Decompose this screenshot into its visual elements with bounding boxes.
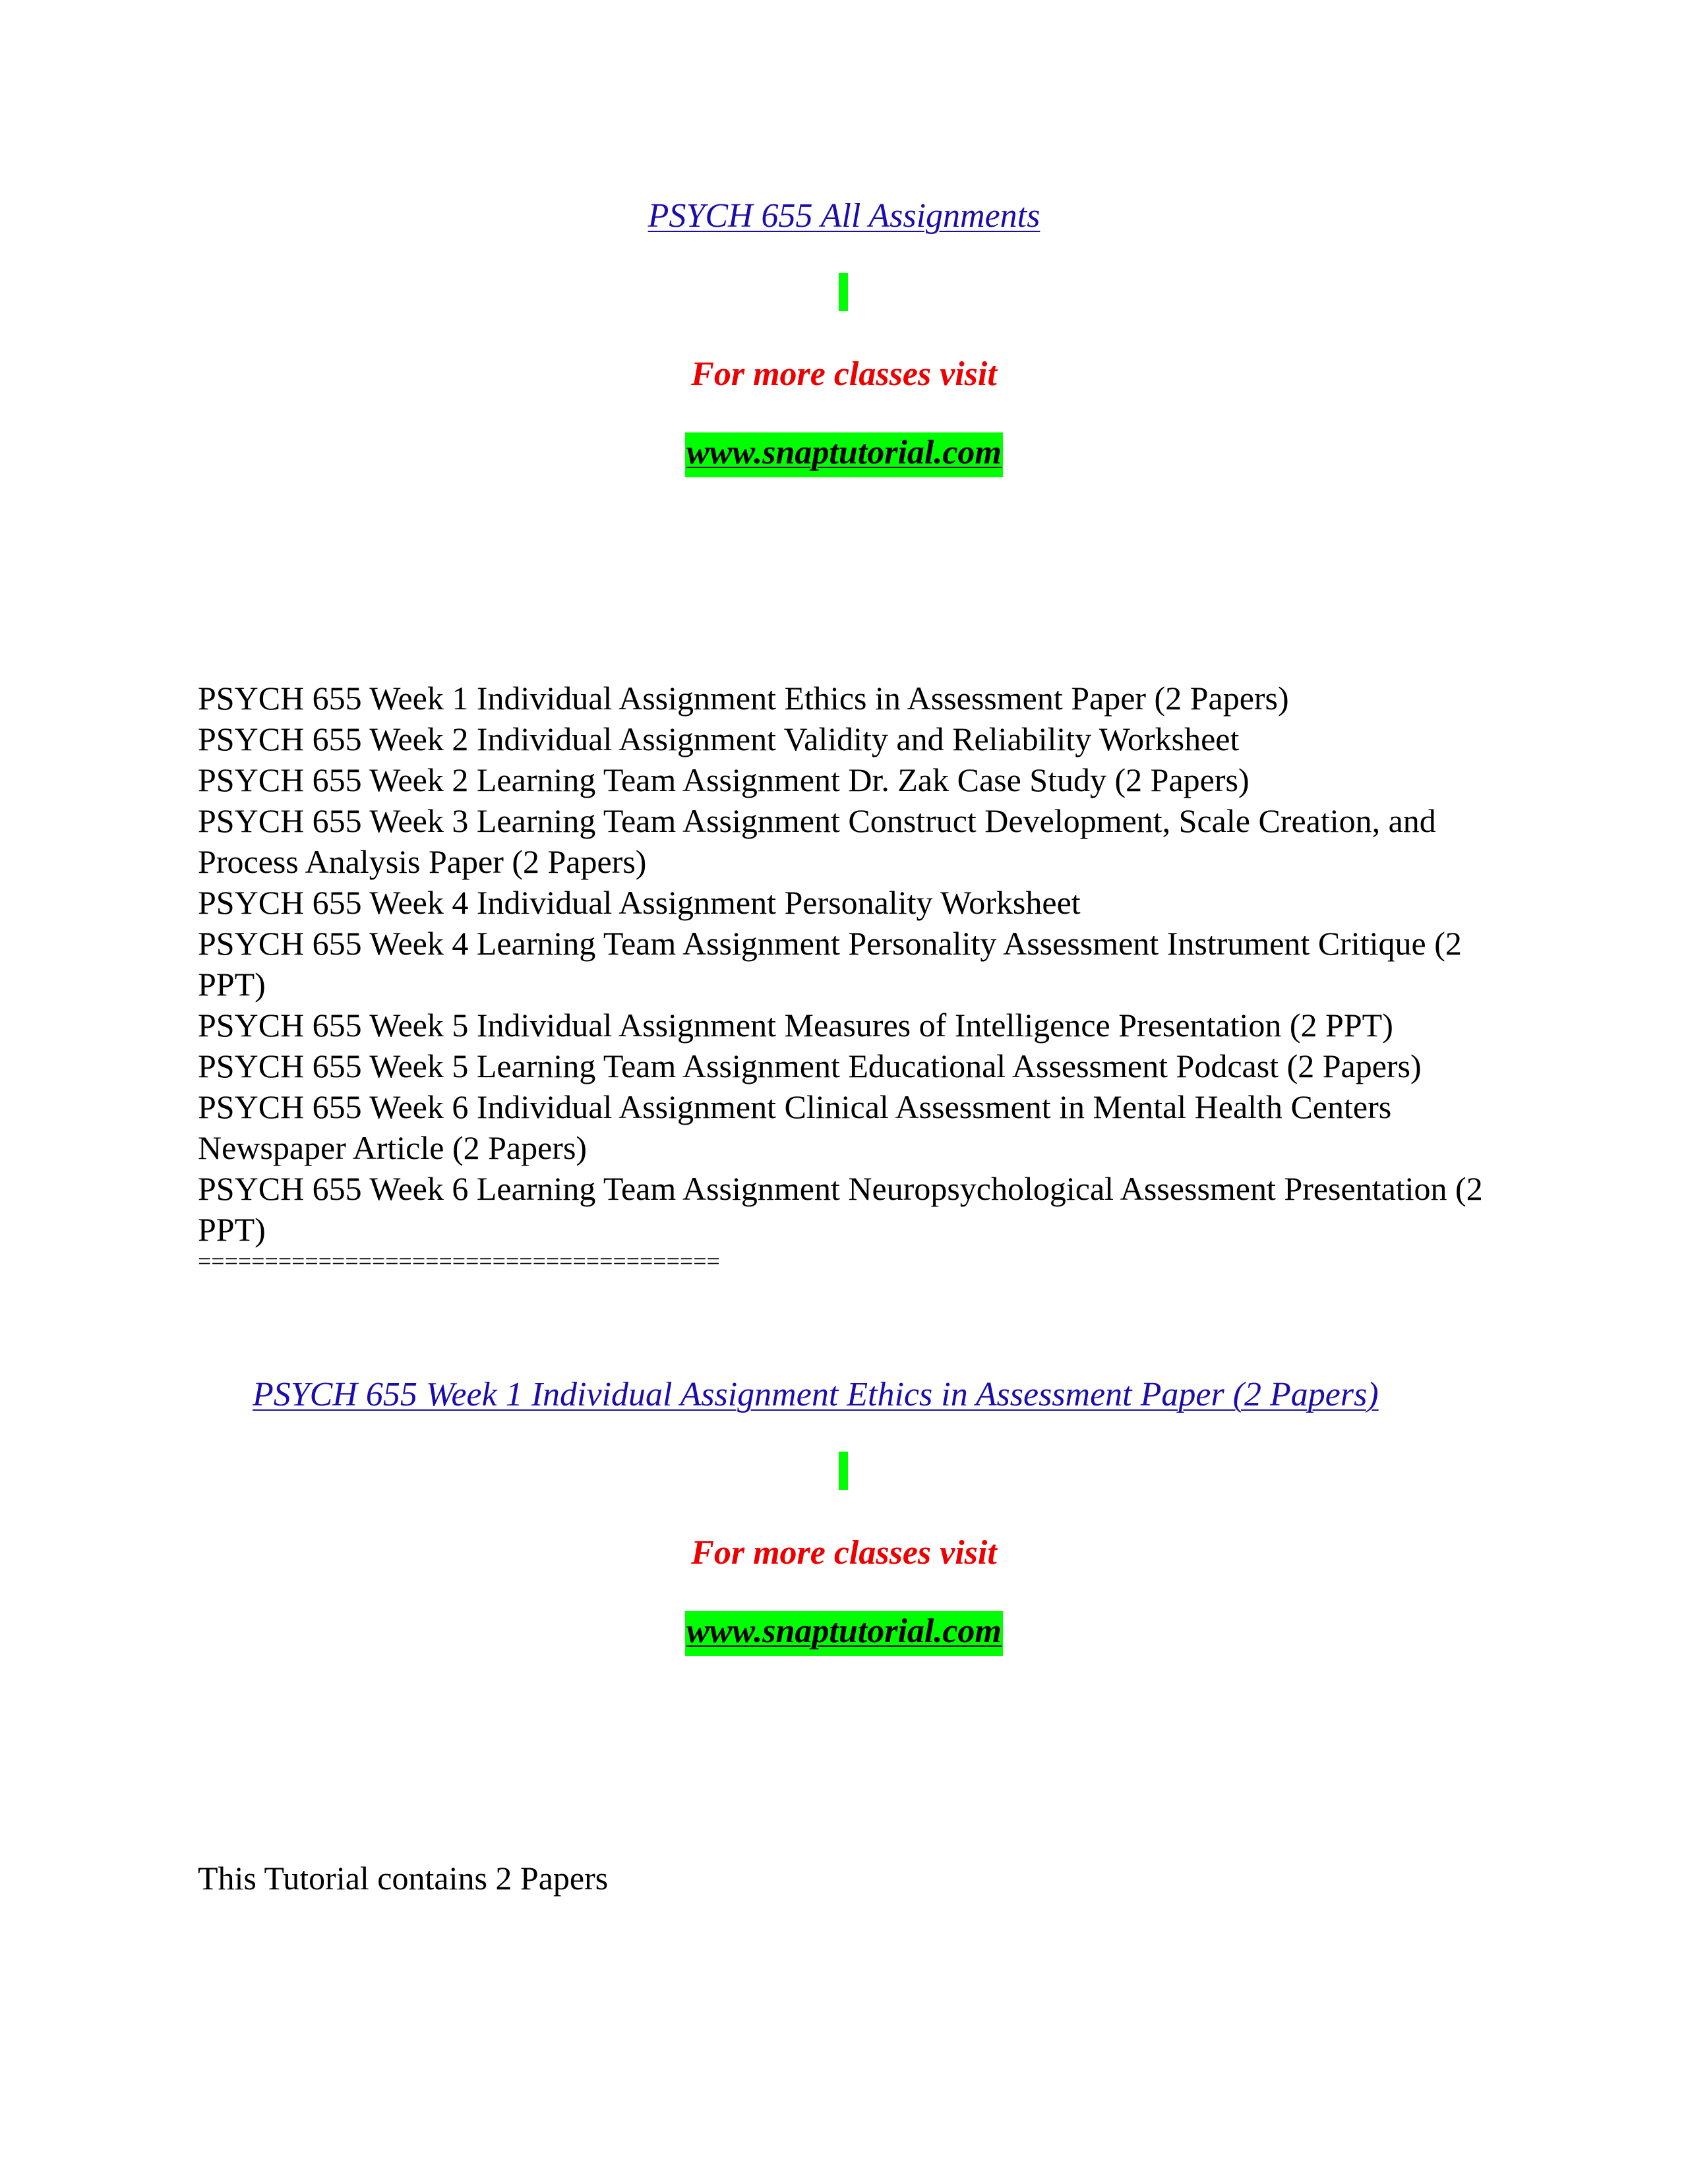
promo-row [0,355,1688,394]
green-marker [839,1452,848,1490]
list-item: PSYCH 655 Week 6 Learning Team Assignment Neuropsychological Assessment Presentation (2 PPT) [198,1170,1483,1248]
promo-text: For more classes visit [691,1534,997,1572]
all-assignments-link[interactable]: PSYCH 655 All Assignments [648,197,1040,235]
site-row [0,1611,1688,1656]
list-item: PSYCH 655 Week 1 Individual Assignment Ethics in Assessment Paper (2 Papers) [198,680,1289,717]
site-row [0,432,1688,477]
green-marker [839,273,848,311]
list-item: PSYCH 655 Week 6 Individual Assignment Clinical Assessment in Mental Health Centers Newspaper Article (2 Papers) [198,1088,1392,1166]
list-item: PSYCH 655 Week 2 Individual Assignment Validity and Reliability Worksheet [198,721,1240,757]
title-row [0,196,1688,235]
list-item: PSYCH 655 Week 3 Learning Team Assignment Construct Development, Scale Creation, and Process Analysis Paper (2 Papers) [198,802,1436,880]
separator-line: ======================================= [198,1251,720,1271]
promo-text: For more classes visit [691,355,997,393]
list-item: PSYCH 655 Week 5 Learning Team Assignment Educational Assessment Podcast (2 Papers) [198,1048,1422,1084]
tutorial-contains-text: This Tutorial contains 2 Papers [198,1860,609,1897]
site-link[interactable]: www.snaptutorial.com [685,1611,1003,1656]
list-item: PSYCH 655 Week 4 Learning Team Assignment Personality Assessment Instrument Critique (2 PPT) [198,925,1462,1003]
promo-row [0,1533,1688,1572]
list-item: PSYCH 655 Week 4 Individual Assignment Personality Worksheet [198,884,1081,921]
week1-assignment-link[interactable]: PSYCH 655 Week 1 Individual Assignment Ethics in Assessment Paper (2 Papers) [253,1376,1379,1413]
list-item: PSYCH 655 Week 2 Learning Team Assignment Dr. Zak Case Study (2 Papers) [198,761,1250,798]
list-item: PSYCH 655 Week 5 Individual Assignment Measures of Intelligence Presentation (2 PPT) [198,1007,1393,1044]
site-link[interactable]: www.snaptutorial.com [685,432,1003,477]
assignment-list [198,678,1517,1271]
